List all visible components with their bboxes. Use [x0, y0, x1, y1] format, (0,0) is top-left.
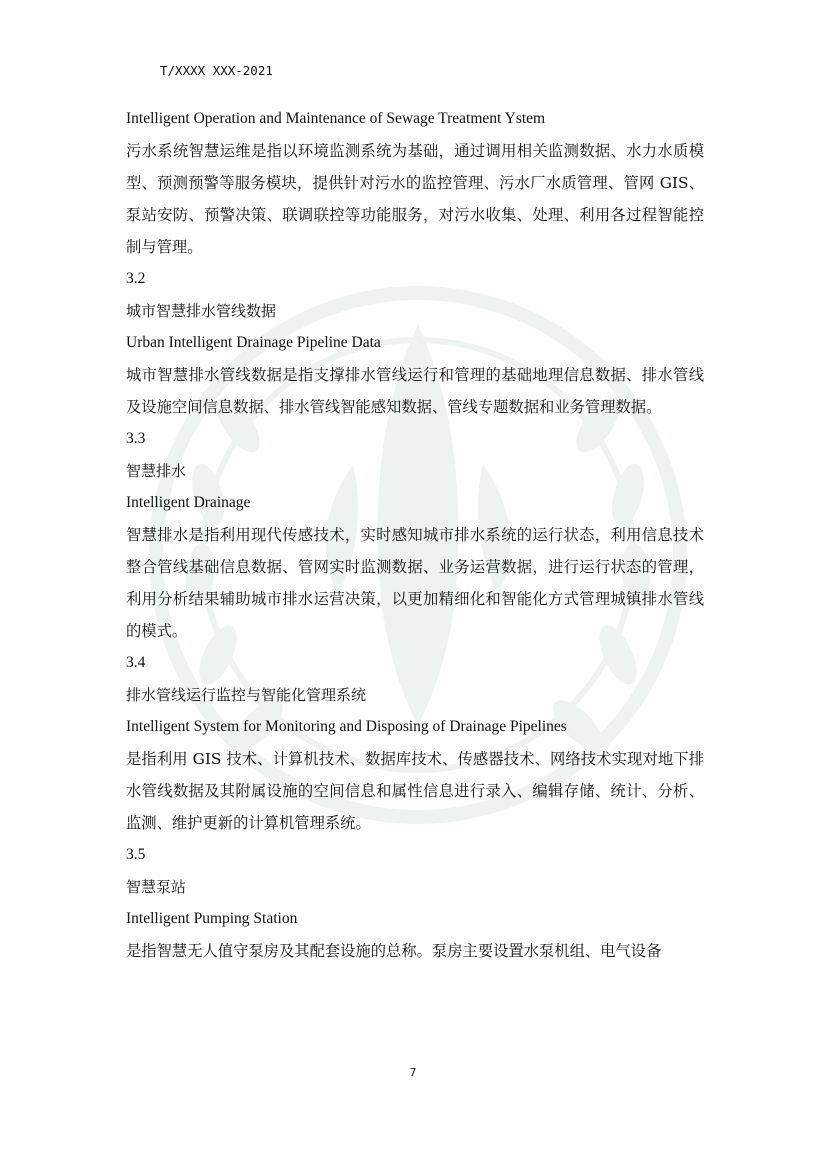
page-number: 7	[409, 1066, 417, 1079]
term-chinese-3-2: 城市智慧排水管线数据	[126, 302, 277, 320]
clause-number-3-3: 3.3	[126, 430, 146, 447]
clause-number-3-4: 3.4	[126, 654, 146, 671]
term-english-3-1: Intelligent Operation and Maintenance of Sewage Treatment Ystem	[126, 110, 546, 127]
term-definition-3-3: 智慧排水是指利用现代传感技术，实时感知城市排水系统的运行状态，利用信息技术整合管线基础信息数据、管网实时监测数据、业务运营数据，进行运行状态的管理，利用分析结果辅助城市排水运营决策，以更加精细化和智能化方式管理城镇排水管线的模式。	[126, 526, 704, 640]
term-definition-3-1: 污水系统智慧运维是指以环境监测系统为基础，通过调用相关监测数据、水力水质模型、预测预警等服务模块，提供针对污水的监控管理、污水厂水质管理、管网 GIS、泵站安防、预警决策、联调联控等功能服务，对污水收集、处理、利用各过程智能控制与管理。	[126, 142, 704, 256]
term-english-3-3: Intelligent Drainage	[126, 494, 251, 511]
term-english-3-5: Intelligent Pumping Station	[126, 910, 298, 927]
term-chinese-3-5: 智慧泵站	[126, 878, 187, 896]
clause-number-3-5: 3.5	[126, 846, 146, 863]
term-english-3-4: Intelligent System for Monitoring and Disposing of Drainage Pipelines	[126, 718, 567, 735]
term-definition-3-5: 是指智慧无人值守泵房及其配套设施的总称。泵房主要设置水泵机组、电气设备	[126, 942, 662, 960]
term-chinese-3-4: 排水管线运行监控与智能化管理系统	[126, 686, 367, 704]
term-definition-3-2: 城市智慧排水管线数据是指支撑排水管线运行和管理的基础地理信息数据、排水管线及设施空间信息数据、排水管线智能感知数据、管线专题数据和业务管理数据。	[126, 366, 704, 416]
document-code-header: T/XXXX XXX-2021	[160, 63, 273, 78]
document-body	[126, 103, 704, 967]
term-definition-3-4: 是指利用 GIS 技术、计算机技术、数据库技术、传感器技术、网络技术实现对地下排水管线数据及其附属设施的空间信息和属性信息进行录入、编辑存储、统计、分析、监测、维护更新的计算机管理系统。	[126, 750, 704, 832]
term-chinese-3-3: 智慧排水	[126, 462, 187, 480]
term-english-3-2: Urban Intelligent Drainage Pipeline Data	[126, 334, 381, 351]
clause-number-3-2: 3.2	[126, 270, 146, 287]
